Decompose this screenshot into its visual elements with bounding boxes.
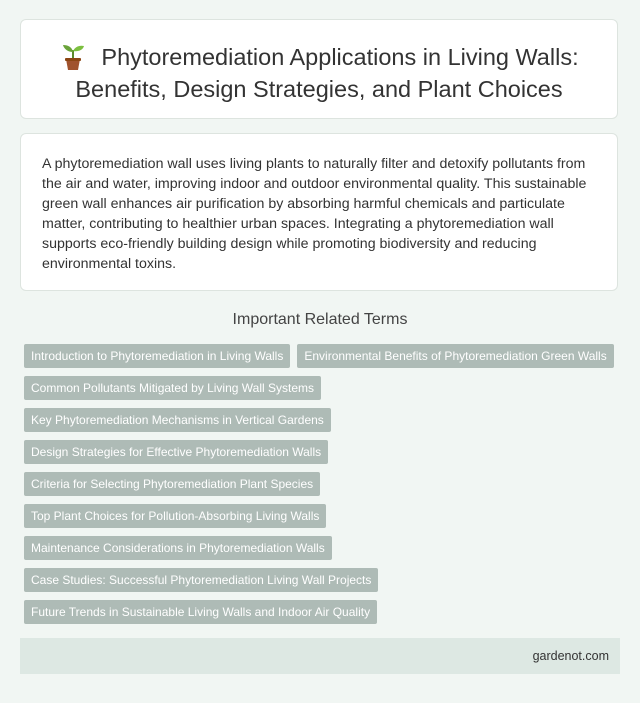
description-text: A phytoremediation wall uses living plants to naturally filter and detoxify pollutants from the air and water, improving indoor and outdoor environmental quality. This sustainable green wall enhances air purification by absorbing harmful chemicals and particulate matter, contributing to healthier urban spaces. Integrating a phytoremediation wall supports eco-friendly building design while promoting biodiversity and reducing environmental toxins. <box>42 156 587 272</box>
seedling-icon <box>59 42 87 72</box>
term-tag[interactable]: Case Studies: Successful Phytoremediation Living Wall Projects <box>24 568 378 592</box>
footer <box>20 638 620 674</box>
related-terms-list <box>24 344 624 632</box>
term-tag[interactable]: Introduction to Phytoremediation in Living Walls <box>24 344 290 368</box>
term-tag[interactable]: Key Phytoremediation Mechanisms in Vertical Gardens <box>24 408 331 432</box>
page-title <box>21 20 617 105</box>
term-tag[interactable]: Design Strategies for Effective Phytoremediation Walls <box>24 440 328 464</box>
term-tag[interactable]: Top Plant Choices for Pollution-Absorbing Living Walls <box>24 504 326 528</box>
title-card <box>20 19 618 119</box>
term-tag[interactable]: Criteria for Selecting Phytoremediation Plant Species <box>24 472 320 496</box>
term-tag[interactable]: Future Trends in Sustainable Living Walls and Indoor Air Quality <box>24 600 377 624</box>
page-title-text: Phytoremediation Applications in Living Walls: Benefits, Design Strategies, and Plant Choices <box>75 44 579 102</box>
term-tag[interactable]: Common Pollutants Mitigated by Living Wall Systems <box>24 376 321 400</box>
related-terms-heading: Important Related Terms <box>232 311 408 328</box>
term-tag[interactable]: Environmental Benefits of Phytoremediation Green Walls <box>297 344 613 368</box>
footer-site-link[interactable]: gardenot.com <box>532 649 609 663</box>
term-tag[interactable]: Maintenance Considerations in Phytoremediation Walls <box>24 536 332 560</box>
description-card <box>20 133 618 291</box>
